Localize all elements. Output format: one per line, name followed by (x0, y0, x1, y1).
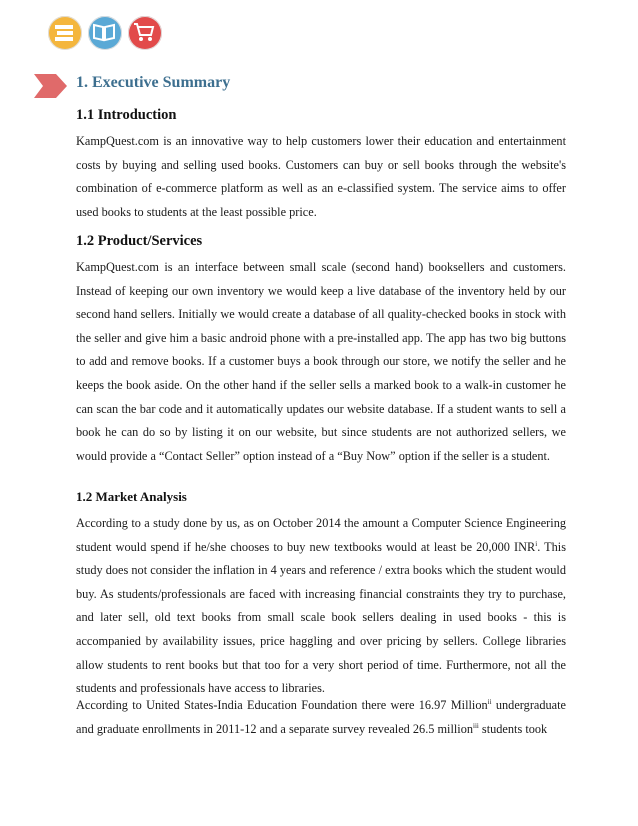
paragraph-market-analysis-2 (76, 694, 566, 741)
text-run: According to a study done by us, as on October 2014 the amount a Computer Science Engineering student would spend if he/she chooses to buy new textbooks would at least be 20,000 INR (76, 516, 566, 554)
shopping-cart-icon (126, 14, 164, 52)
text-run: According to United States-India Education Foundation there were 16.97 Million (76, 698, 488, 712)
text-run: . This study does not consider the inflation in 4 years and reference / extra books which the student would buy. As students/professionals are faced with increasing financial constraints they try to purchase, and later sell, old text books from small scale book sellers dealing in used books - this is accompanied by availability issues, price haggling and over pricing by sellers. College libraries allow students to rent books but that too for a very short period of time. Furthermore, not all the students and professionals have access to libraries. (76, 539, 566, 696)
section-heading-product-services: 1.2 Product/Services (76, 233, 203, 249)
footnote-ref: ii (487, 697, 492, 706)
text-run: undergraduate and graduate enrollments in 2011-12 and a separate survey revealed 26.5 million (76, 698, 566, 736)
open-book-icon (86, 14, 124, 52)
section-heading-introduction: 1.1 Introduction (76, 107, 177, 123)
paragraph-market-analysis-1 (76, 512, 566, 701)
text-run: students took (478, 721, 548, 736)
section-heading-market-analysis: 1.2 Market Analysis (76, 489, 187, 504)
books-icon (46, 14, 84, 52)
paragraph-introduction: KampQuest.com is an innovative way to help customers lower their education and entertainment costs by buying and selling used books. Customers can buy or sell books through the website's combination of e-commerce platform as well as an e-classified system. The service aims to offer used books to students at the least possible price. (76, 134, 566, 219)
logo-group (46, 14, 166, 54)
chevron-right-icon (34, 71, 68, 101)
page-title: 1. Executive Summary (76, 74, 231, 91)
paragraph-product-services: KampQuest.com is an interface between small scale (second hand) booksellers and customers. Instead of keeping our own inventory we would keep a live database of the inventory held by our second hand sellers. Initially we would create a database of all quality-checked books in stock with the seller and give him a basic android phone with a pre-installed app. The app has two big buttons to add and remove books. If a customer buys a book through our store, we notify the seller and he keeps the book aside. On the other hand if the seller sells a marked book to a walk-in customer he can scan the bar code and it automatically updates our website database. If a student wants to sell a book he can do so by listing it on our website, but since students are not authorized sellers, we would provide a “Contact Seller” option instead of a “Buy Now” option if the seller is a student. (76, 260, 566, 463)
footnote-ref: iii (473, 721, 479, 730)
footnote-ref: i (535, 539, 538, 548)
